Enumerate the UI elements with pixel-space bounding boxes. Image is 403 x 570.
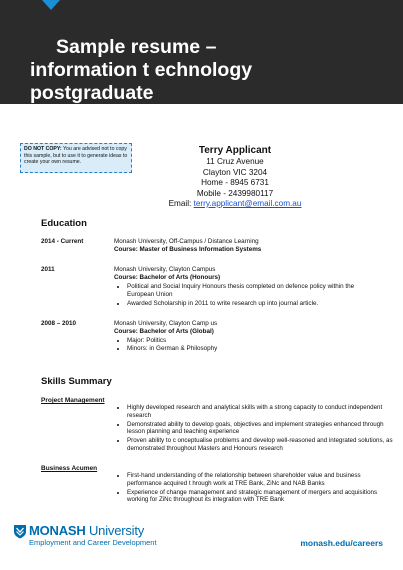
education-bullets bbox=[114, 337, 379, 354]
project-management-label: Project Management bbox=[41, 397, 105, 404]
address-line-2: Clayton VIC 3204 bbox=[202, 167, 268, 177]
project-management-bullets bbox=[114, 404, 393, 454]
brand-rest: University bbox=[85, 523, 145, 538]
title-line-1: Sample resume – bbox=[56, 36, 217, 58]
list-item: • Major: Politics bbox=[127, 337, 379, 345]
education-detail bbox=[114, 238, 379, 255]
education-detail bbox=[114, 266, 379, 308]
education-detail bbox=[114, 320, 379, 354]
business-acumen-label: Business Acumen bbox=[41, 465, 98, 472]
education-date: 2011 bbox=[41, 266, 55, 273]
education-heading: Education bbox=[41, 218, 87, 229]
careers-url-link[interactable]: monash.edu/careers bbox=[300, 538, 383, 548]
title-line-3: postgraduate bbox=[30, 82, 154, 104]
applicant-name: Terry Applicant bbox=[198, 145, 272, 156]
brand-tagline: Employment and Career Development bbox=[29, 538, 157, 547]
do-not-copy-notice bbox=[20, 143, 132, 173]
title-line-2: information t echnology bbox=[30, 59, 253, 81]
education-course: Course: Bachelor of Arts (Global) bbox=[114, 328, 214, 336]
education-bullets bbox=[114, 283, 379, 308]
banner-accent-notch bbox=[42, 0, 60, 10]
brand-bold: MONASH bbox=[29, 523, 86, 538]
email-link[interactable]: terry.applicant@email.com.au bbox=[193, 199, 302, 208]
list-item: • Demonstrated ability to develop goals, objectives and implement strategies enhanced through lesson planning and teaching experience bbox=[127, 421, 393, 437]
monash-shield-icon bbox=[13, 524, 27, 539]
education-course: Course: Master of Business Information Systems bbox=[114, 246, 262, 254]
address-line-1: 11 Cruz Avenue bbox=[206, 157, 264, 166]
education-course: Course: Bachelor of Arts (Honours) bbox=[114, 274, 221, 282]
contact-block bbox=[140, 144, 330, 210]
list-item: • Highly developed research and analytical skills with a strong capacity to conduct independent research bbox=[127, 404, 393, 420]
education-date: 2008 – 2010 bbox=[41, 320, 77, 327]
education-institution: Monash University, Clayton Camp us bbox=[114, 320, 218, 327]
email-label: Email: bbox=[168, 199, 194, 208]
notice-text: You are advised not to copy this sample, but to use it to generate ideas to create your own resume. bbox=[24, 146, 128, 165]
education-institution: Monash University, Off-Campus / Distance Learning bbox=[114, 238, 259, 245]
skills-heading: Skills Summary bbox=[41, 376, 112, 387]
list-item: • Political and Social Inquiry Honours thesis completed on defence policy within the European Union bbox=[127, 283, 379, 300]
page-title bbox=[30, 36, 252, 104]
list-item: • Minors: in German & Philosophy bbox=[127, 345, 379, 353]
list-item: • Experience of change management and strategic management of mergers and acquisitions working for ZiNc throughout its integration with TRE Bank bbox=[127, 489, 393, 505]
brand-name bbox=[29, 523, 144, 538]
list-item: • Proven ability to c onceptualise problems and develop well-reasoned and integrated solutions, as demonstrated throughout Masters and Honours research bbox=[127, 437, 393, 453]
email-line bbox=[140, 199, 330, 210]
home-phone: Home - 8945 6731 bbox=[201, 178, 269, 187]
education-institution: Monash University, Clayton Campus bbox=[114, 266, 216, 273]
notice-strong: DO NOT COPY: bbox=[24, 146, 62, 152]
list-item: • Awarded Scholarship in 2011 to write research up into journal article. bbox=[127, 300, 379, 308]
mobile-phone: Mobile - 2439980117 bbox=[196, 188, 274, 198]
business-acumen-bullets bbox=[114, 472, 393, 505]
education-date: 2014 - Current bbox=[41, 238, 84, 245]
list-item: • First-hand understanding of the relationship between shareholder value and business performance acquired t hrough work at TRE Bank, ZiNc and NAB Banks bbox=[127, 472, 393, 488]
title-banner bbox=[0, 0, 403, 104]
